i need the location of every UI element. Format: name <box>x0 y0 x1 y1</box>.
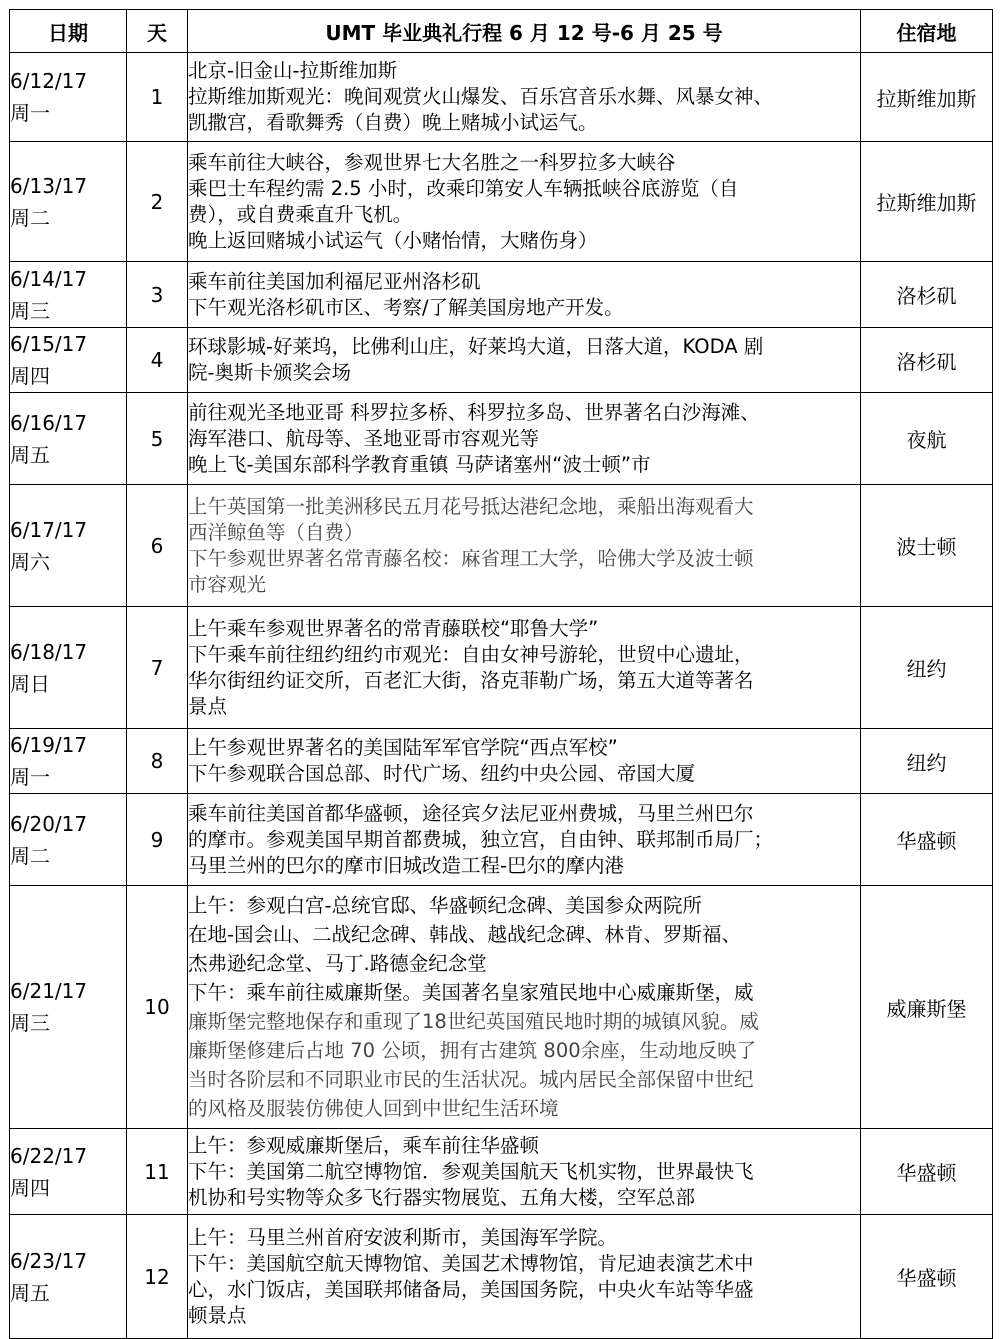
table-row <box>10 142 993 262</box>
header-lodging: 住宿地 <box>861 10 993 53</box>
day-number: 4 <box>127 328 188 393</box>
description-line: 市容观光 <box>188 572 267 596</box>
description-line: 海军港口、航母等、圣地亚哥市容观光等 <box>188 426 540 450</box>
description-cell <box>188 794 861 886</box>
weekday-value: 周五 <box>10 1280 50 1305</box>
description-line: 上午乘车参观世界著名的常青藤联校“耶鲁大学” <box>188 616 599 640</box>
description-line: 上午：参观白宫-总统官邸、华盛顿纪念碑、美国参众两院所 <box>188 894 703 917</box>
table-row <box>10 886 993 1129</box>
description-cell <box>188 485 861 607</box>
description-cell <box>188 729 861 794</box>
date-cell <box>10 794 127 886</box>
description-line: 北京-旧金山-拉斯维加斯 <box>188 59 398 82</box>
description-line: 的风格及服装仿佛使人回到中世纪生活环境 <box>188 1097 559 1120</box>
weekday-value: 周三 <box>10 1011 50 1035</box>
description-line: 心，水门饭店，美国联邦储备局，美国国务院，中央火车站等华盛 <box>188 1277 754 1301</box>
weekday-value: 周日 <box>10 671 50 696</box>
table-row <box>10 485 993 607</box>
date-value: 6/22/17 <box>10 1143 88 1168</box>
description-cell <box>188 607 861 729</box>
description-line: 的摩市。参观美国早期首都费城，独立宫，自由钟、联邦制币局厂； <box>188 827 774 851</box>
description-line: 院-奥斯卡颁奖会场 <box>188 361 352 384</box>
weekday-value: 周四 <box>10 1175 50 1200</box>
lodging-cell: 波士顿 <box>861 485 993 607</box>
day-number: 2 <box>127 142 188 262</box>
description-cell <box>188 262 861 328</box>
description-line: 上午：参观威廉斯堡后，乘车前往华盛顿 <box>188 1133 540 1157</box>
header-row <box>10 10 993 53</box>
description-line: 上午英国第一批美洲移民五月花号抵达港纪念地，乘船出海观看大 <box>188 494 754 518</box>
lodging-cell: 纽约 <box>861 607 993 729</box>
day-number: 3 <box>127 262 188 328</box>
description-line: 下午乘车前往纽约纽约市观光：自由女神号游轮，世贸中心遗址， <box>188 642 754 666</box>
description-cell <box>188 886 861 1129</box>
description-line: 上午参观世界著名的美国陆军军官学院“西点军校” <box>188 736 618 759</box>
weekday-value: 周六 <box>10 549 50 574</box>
weekday-value: 周四 <box>10 364 50 388</box>
date-cell <box>10 142 127 262</box>
description-line: 乘巴士车程约需 2.5 小时，改乘印第安人车辆抵峡谷底游览（自 <box>188 176 739 200</box>
lodging-cell: 洛杉矶 <box>861 262 993 328</box>
date-value: 6/23/17 <box>10 1248 88 1273</box>
date-value: 6/18/17 <box>10 639 88 664</box>
weekday-value: 周二 <box>10 205 50 230</box>
date-value: 6/14/17 <box>10 266 88 291</box>
date-value: 6/15/17 <box>10 332 88 356</box>
description-line: 拉斯维加斯观光：晚间观赏火山爆发、百乐宫音乐水舞、风暴女神、 <box>188 85 774 108</box>
description-line: 下午观光洛杉矶市区、考察/了解美国房地产开发。 <box>188 295 624 319</box>
weekday-value: 周二 <box>10 843 50 868</box>
date-cell <box>10 393 127 485</box>
description-cell <box>188 393 861 485</box>
header-day: 天 <box>127 10 188 53</box>
table-row <box>10 607 993 729</box>
lodging-cell: 华盛顿 <box>861 1129 993 1215</box>
description-line: 晚上返回赌城小试运气（小赌怡情，大赌伤身） <box>188 228 598 252</box>
date-cell <box>10 729 127 794</box>
description-line: 下午：美国航空航天博物馆、美国艺术博物馆，肯尼迪表演艺术中 <box>188 1251 754 1275</box>
description-line: 下午参观世界著名常青藤名校：麻省理工大学，哈佛大学及波士顿 <box>188 546 754 570</box>
lodging-cell: 华盛顿 <box>861 794 993 886</box>
lodging-cell: 华盛顿 <box>861 1215 993 1339</box>
description-line: 费），或自费乘直升飞机。 <box>188 202 413 226</box>
weekday-value: 周三 <box>10 298 50 323</box>
date-value: 6/17/17 <box>10 517 88 542</box>
weekday-value: 周五 <box>10 442 50 467</box>
weekday-value: 周一 <box>10 765 50 789</box>
description-line: 晚上飞-美国东部科学教育重镇 马萨诸塞州“波士顿”市 <box>188 452 651 476</box>
table-row <box>10 794 993 886</box>
description-line: 西洋鲸鱼等（自费） <box>188 520 364 544</box>
header-title: UMT 毕业典礼行程 6 月 12 号-6 月 25 号 <box>188 10 861 53</box>
day-number: 12 <box>127 1215 188 1339</box>
description-line: 景点 <box>188 694 228 718</box>
lodging-cell: 洛杉矶 <box>861 328 993 393</box>
date-cell <box>10 607 127 729</box>
description-line: 廉斯堡修建后占地 70 公顷，拥有古建筑 800余座，生动地反映了 <box>188 1039 757 1062</box>
day-number: 10 <box>127 886 188 1129</box>
description-line: 下午参观联合国总部、时代广场、纽约中央公园、帝国大厦 <box>188 762 696 785</box>
day-number: 7 <box>127 607 188 729</box>
weekday-value: 周一 <box>10 101 50 125</box>
date-cell <box>10 1215 127 1339</box>
date-cell <box>10 1129 127 1215</box>
table-row <box>10 262 993 328</box>
date-value: 6/19/17 <box>10 733 88 757</box>
description-line: 马里兰州的巴尔的摩市旧城改造工程-巴尔的摩内港 <box>188 853 625 877</box>
description-line: 在地-国会山、二战纪念碑、韩战、越战纪念碑、林肯、罗斯福、 <box>188 923 742 946</box>
date-cell <box>10 262 127 328</box>
day-number: 11 <box>127 1129 188 1215</box>
itinerary-table <box>9 9 993 1339</box>
description-line: 杰弗逊纪念堂、马丁.路德金纪念堂 <box>188 952 487 975</box>
table-row <box>10 1215 993 1339</box>
description-line: 顿景点 <box>188 1303 247 1327</box>
description-cell <box>188 142 861 262</box>
day-number: 9 <box>127 794 188 886</box>
day-number: 1 <box>127 53 188 142</box>
description-cell <box>188 53 861 142</box>
day-number: 8 <box>127 729 188 794</box>
date-value: 6/20/17 <box>10 811 88 836</box>
day-number: 5 <box>127 393 188 485</box>
description-line: 上午：马里兰州首府安波利斯市，美国海军学院。 <box>188 1225 618 1249</box>
table-row <box>10 1129 993 1215</box>
description-line: 环球影城-好莱坞，比佛利山庄，好莱坞大道，日落大道，KODA 剧 <box>188 335 764 358</box>
table-row <box>10 729 993 794</box>
description-line: 乘车前往美国加利福尼亚州洛杉矶 <box>188 269 481 293</box>
date-cell <box>10 328 127 393</box>
lodging-cell: 纽约 <box>861 729 993 794</box>
table-row <box>10 328 993 393</box>
date-cell <box>10 53 127 142</box>
date-value: 6/16/17 <box>10 410 88 435</box>
date-value: 6/12/17 <box>10 69 88 93</box>
description-cell <box>188 1215 861 1339</box>
description-line: 乘车前往大峡谷，参观世界七大名胜之一科罗拉多大峡谷 <box>188 150 676 174</box>
date-value: 6/21/17 <box>10 979 88 1003</box>
description-line: 当时各阶层和不同职业市民的生活状况。城内居民全部保留中世纪 <box>188 1068 754 1091</box>
date-cell <box>10 886 127 1129</box>
description-line: 乘车前往美国首都华盛顿，途径宾夕法尼亚州费城，马里兰州巴尔 <box>188 801 754 825</box>
description-cell <box>188 1129 861 1215</box>
description-cell <box>188 328 861 393</box>
description-line: 下午：乘车前往威廉斯堡。美国著名皇家殖民地中心威廉斯堡，威 <box>188 981 754 1004</box>
day-number: 6 <box>127 485 188 607</box>
description-line: 华尔街纽约证交所，百老汇大街，洛克菲勒广场，第五大道等著名 <box>188 668 754 692</box>
lodging-cell: 威廉斯堡 <box>861 886 993 1129</box>
description-line: 凯撒宫，看歌舞秀（自费）晚上赌城小试运气。 <box>188 111 598 134</box>
date-cell <box>10 485 127 607</box>
header-date: 日期 <box>10 10 127 53</box>
lodging-cell: 夜航 <box>861 393 993 485</box>
lodging-cell: 拉斯维加斯 <box>861 142 993 262</box>
table-row <box>10 53 993 142</box>
description-line: 机协和号实物等众多飞行器实物展览、五角大楼，空军总部 <box>188 1185 696 1209</box>
description-line: 廉斯堡完整地保存和重现了18世纪英国殖民地时期的城镇风貌。威 <box>188 1010 759 1033</box>
date-value: 6/13/17 <box>10 173 88 198</box>
lodging-cell: 拉斯维加斯 <box>861 53 993 142</box>
table-row <box>10 393 993 485</box>
description-line: 前往观光圣地亚哥 科罗拉多桥、科罗拉多岛、世界著名白沙海滩、 <box>188 400 760 424</box>
description-line: 下午：美国第二航空博物馆．参观美国航天飞机实物，世界最快飞 <box>188 1159 754 1183</box>
